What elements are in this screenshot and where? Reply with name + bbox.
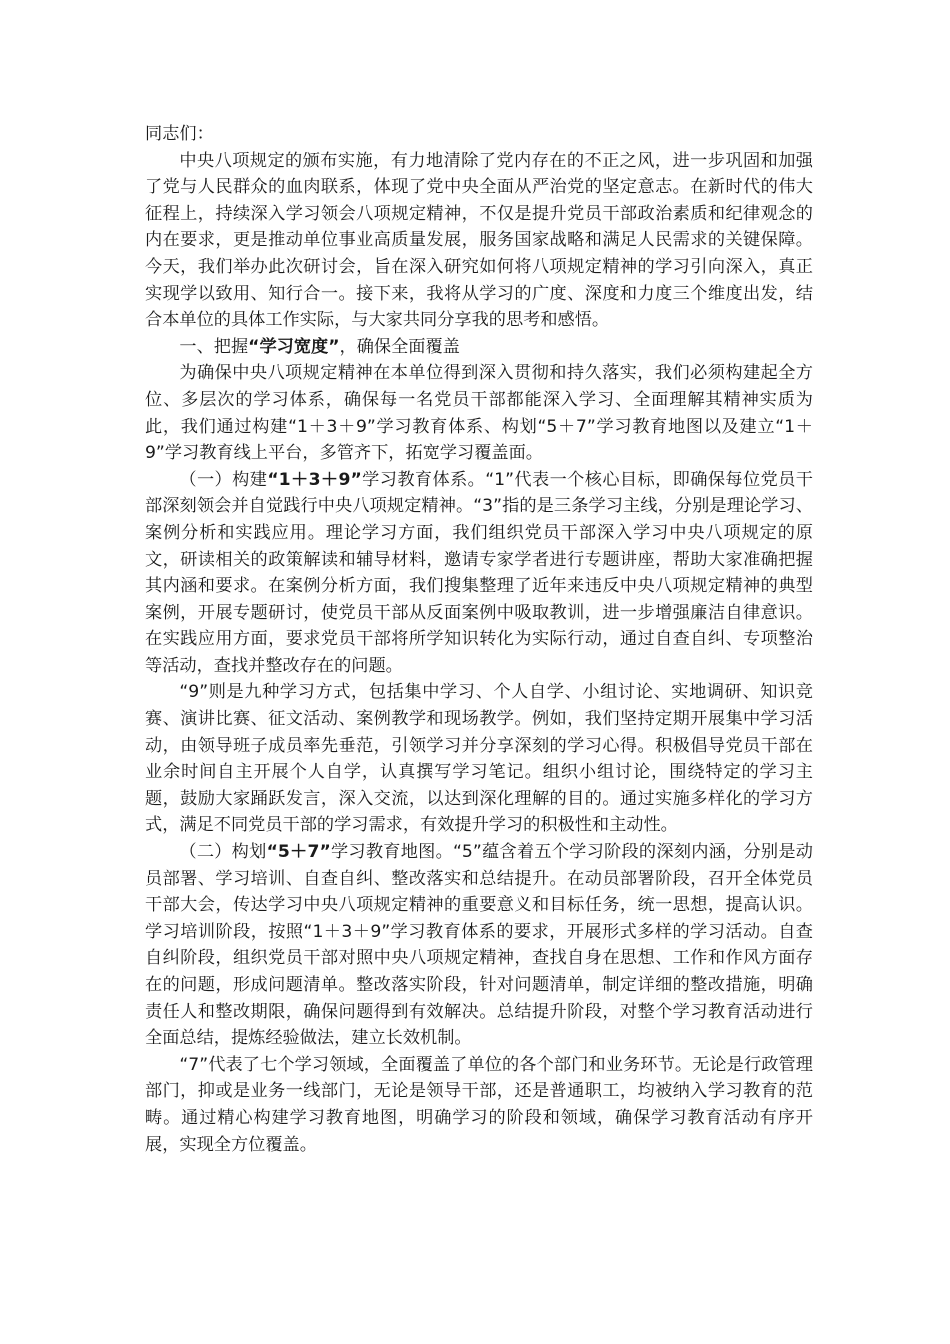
sub2-paragraph-2: “7”代表了七个学习领域，全面覆盖了单位的各个部门和业务环节。无论是行政管理部门，抑或是业务一线部门，无论是领导干部，还是普通职工，均被纳入学习教育的范畴。通过精心构建学习教育地图，明确学习的阶段和领域，确保学习教育活动有序开展，实现全方位覆盖。	[145, 1054, 813, 1155]
salutation: 同志们：	[145, 124, 214, 144]
sub1-label-suffix: 学习教育体系。	[361, 469, 486, 490]
section1-heading-emphasis: “学习宽度”	[248, 336, 340, 357]
sub1-text: “1”代表一个核心目标，即确保每位党员干部深刻领会并自觉践行中央八项规定精神。“3”指的是三条学习主线，分别是理论学习、案例分析和实践应用。理论学习方面，我们组织党员干部深入学习中央八项规定的原文，研读相关的政策解读和辅导材料，邀请专家学者进行专题讲座，帮助大家准确把握其内涵和要求。在案例分析方面，我们搜集整理了近年来违反中央八项规定精神的典型案例，开展专题研讨，使党员干部从反面案例中吸取教训，进一步增强廉洁自律意识。在实践应用方面，要求党员干部将所学知识转化为实际行动，通过自查自纠、专项整治等活动，查找并整改存在的问题。	[145, 469, 813, 676]
section1-heading-suffix: ，确保全面覆盖	[339, 336, 460, 357]
intro-paragraph: 中央八项规定的颁布实施，有力地清除了党内存在的不正之风，进一步巩固和加强了党与人民群众的血肉联系，体现了党中央全面从严治党的坚定意志。在新时代的伟大征程上，持续深入学习领会八项规定精神，不仅是提升党员干部政治素质和纪律观念的内在要求，更是推动单位事业高质量发展，服务国家战略和满足人民需求的关键保障。今天，我们举办此次研讨会，旨在深入研究如何将八项规定精神的学习引向深入，真正实现学以致用、知行合一。接下来，我将从学习的广度、深度和力度三个维度出发，结合本单位的具体工作实际，与大家共同分享我的思考和感悟。	[145, 150, 813, 331]
sub2-label-suffix: 学习教育地图。	[330, 842, 454, 863]
sub1-label-emphasis: “1＋3＋9”	[267, 469, 362, 490]
section1-heading-prefix: 一、把握	[179, 336, 249, 357]
sub2-paragraph	[145, 839, 813, 1052]
sub2-label-emphasis: “5＋7”	[266, 842, 331, 863]
section1-heading	[145, 334, 813, 361]
sub1-label-prefix: （一）构建	[179, 469, 268, 490]
sub2-text: “5”蕴含着五个学习阶段的深刻内涵，分别是动员部署、学习培训、自查自纠、整改落实和总结提升。在动员部署阶段，召开全体党员干部大会，传达学习中央八项规定精神的重要意义和目标任务，统一思想，提高认识。学习培训阶段，按照“1＋3＋9”学习教育体系的要求，开展形式多样的学习活动。自查自纠阶段，组织党员干部对照中央八项规定精神，查找自身在思想、工作和作风方面存在的问题，形成问题清单。整改落实阶段，针对问题清单，制定详细的整改措施，明确责任人和整改期限，确保问题得到有效解决。总结提升阶段，对整个学习教育活动进行全面总结，提炼经验做法，建立长效机制。	[145, 842, 813, 1049]
section1-paragraph: 为确保中央八项规定精神在本单位得到深入贯彻和持久落实，我们必须构建起全方位、多层次的学习体系，确保每一名党员干部都能深入学习、全面理解其精神实质为此，我们通过构建“1＋3＋9”学习教育体系、构划“5＋7”学习教育地图以及建立“1＋9”学习教育线上平台，多管齐下，拓宽学习覆盖面。	[145, 363, 813, 464]
document-page	[145, 121, 813, 1158]
sub1-paragraph-2: “9”则是九种学习方式，包括集中学习、个人自学、小组讨论、实地调研、知识竞赛、演讲比赛、征文活动、案例教学和现场教学。例如，我们坚持定期开展集中学习活动，由领导班子成员率先垂范，引领学习并分享深刻的学习心得。积极倡导党员干部在业余时间自主开展个人自学，认真撰写学习笔记。组织小组讨论，围绕特定的学习主题，鼓励大家踊跃发言，深入交流，以达到深化理解的目的。通过实施多样化的学习方式，满足不同党员干部的学习需求，有效提升学习的积极性和主动性。	[145, 682, 813, 836]
sub1-paragraph	[145, 467, 813, 680]
sub2-label-prefix: （二）构划	[179, 842, 267, 863]
